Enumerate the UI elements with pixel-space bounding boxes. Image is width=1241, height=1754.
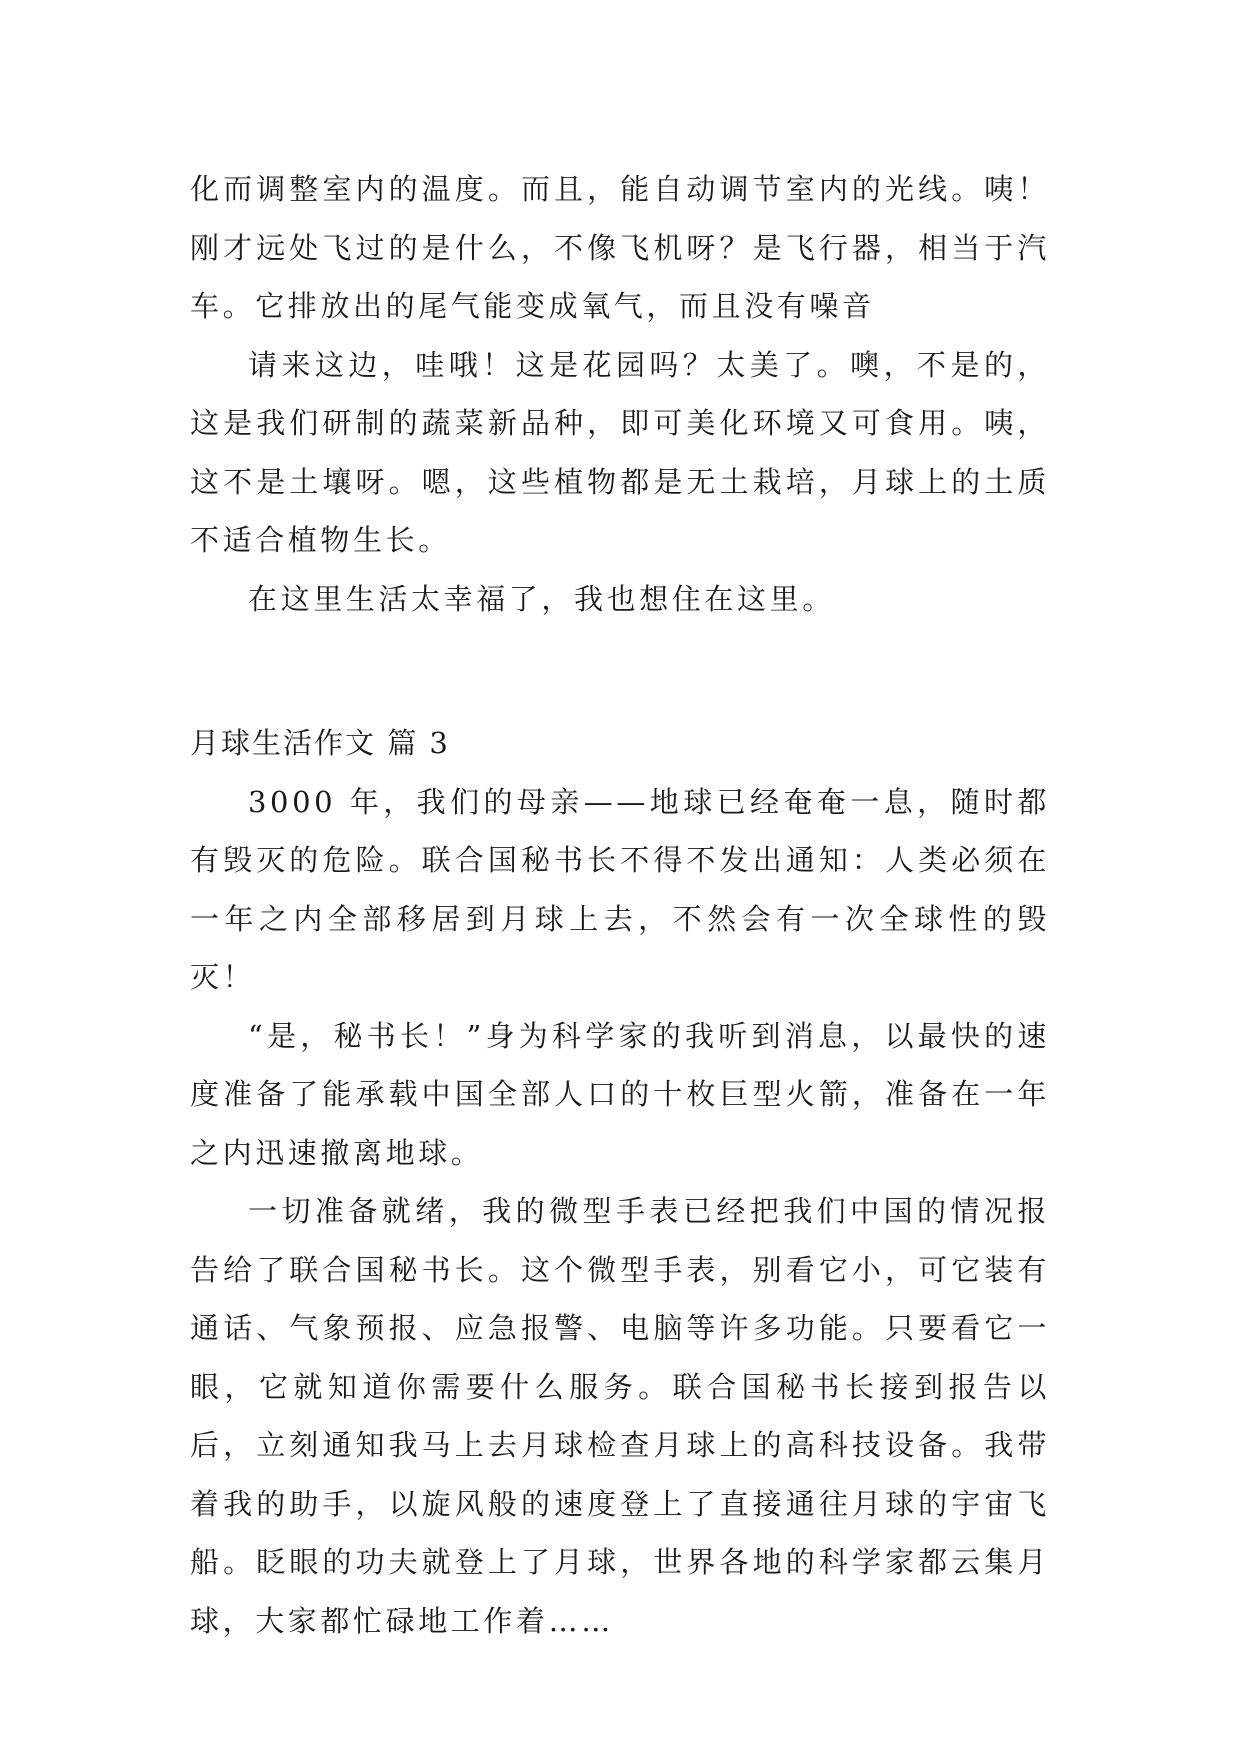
- section-spacer: [190, 628, 1050, 714]
- paragraph: 3000 年，我们的母亲——地球已经奄奄一息，随时都有毁灭的危险。联合国秘书长不得不发出通知：人类必须在一年之内全部移居到月球上去，不然会有一次全球性的毁灭！: [190, 784, 1050, 994]
- paragraph: “是，秘书长！”身为科学家的我听到消息，以最快的速度准备了能承载中国全部人口的十枚巨型火箭，准备在一年之内迅速撤离地球。: [190, 1018, 1050, 1170]
- paragraph: 化而调整室内的温度。而且，能自动调节室内的光线。咦！刚才远处飞过的是什么，不像飞机呀？是飞行器，相当于汽车。它排放出的尾气能变成氧气，而且没有噪音: [190, 172, 1050, 323]
- paragraph: 在这里生活太幸福了，我也想住在这里。: [248, 581, 835, 616]
- paragraph: 一切准备就绪，我的微型手表已经把我们中国的情况报告给了联合国秘书长。这个微型手表，别看它小，可它装有通话、气象预报、应急报警、电脑等许多功能。只要看它一眼，它就知道你需要什么服务。联合国秘书长接到报告以后，立刻通知我马上去月球检查月球上的高科技设备。我带着我的助手，以旋风般的速度登上了直接通往月球的宇宙飞船。眨眼的功夫就登上了月球，世界各地的科学家都云集月球，大家都忙碌地工作着……: [190, 1194, 1050, 1638]
- section-heading: 月球生活作文 篇 3: [190, 726, 450, 760]
- paragraph: 请来这边，哇哦！这是花园吗？太美了。噢，不是的，这是我们研制的蔬菜新品种，即可美化环境又可食用。咦，这不是土壤呀。嗯，这些植物都是无土栽培，月球上的土质不适合植物生长。: [190, 347, 1050, 557]
- document-page: [190, 160, 1050, 1650]
